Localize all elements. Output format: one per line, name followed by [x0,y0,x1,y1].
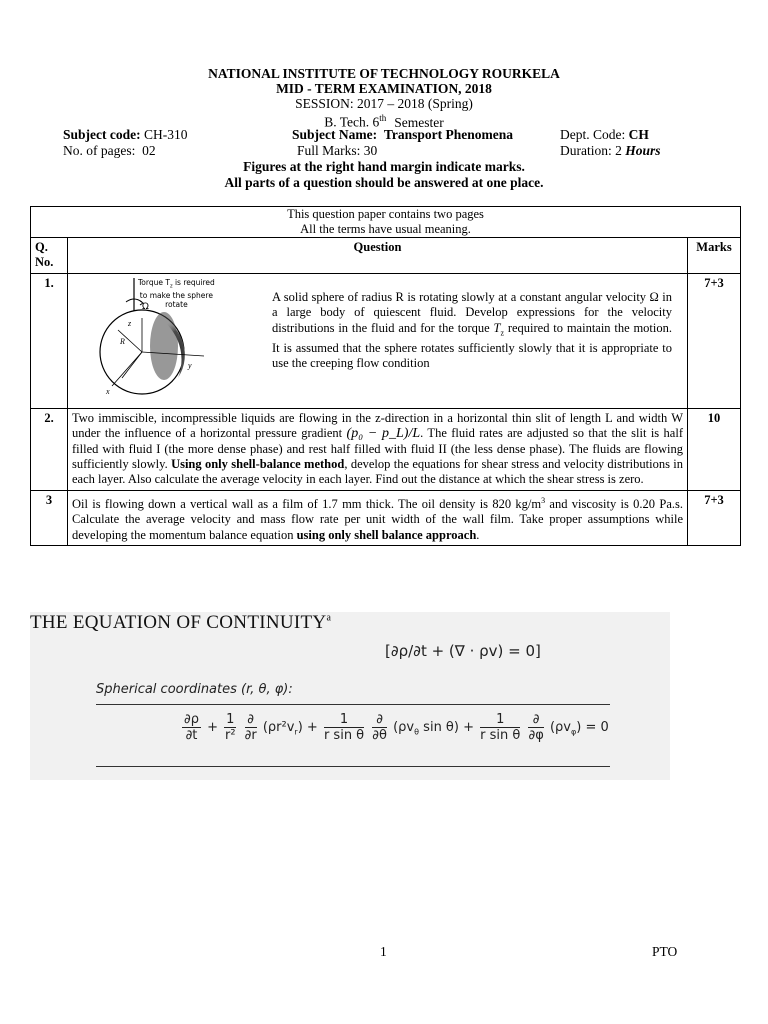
question-number: 3 [31,490,68,545]
th-sub: θ [414,727,420,737]
dept-code-value: CH [628,127,649,142]
th-coef-num: 1 [324,712,364,728]
dt-den: ∂t [185,728,198,743]
figure-omega: Ω [142,301,149,312]
subject-name-label: Subject Name: [292,127,378,142]
th-d-den: ∂θ [372,728,387,743]
table-note-row [31,207,741,238]
th-coef-den: r sin θ [323,728,365,743]
table-note-1: This question paper contains two pages [287,207,484,221]
duration-label: Duration: 2 [560,143,622,158]
figure-caption-1: Torque T [138,277,170,287]
spherical-continuity-equation [180,712,609,743]
table-row [31,408,741,490]
ph-d-den: ∂φ [528,728,544,743]
plus-3: + [463,720,475,735]
pages-value: 02 [142,143,156,158]
instruction-answer: All parts of a question should be answered at one place. [224,175,544,190]
subject-code [63,127,188,143]
question-text [68,490,688,545]
sphere-figure [68,274,218,408]
continuity-title-sup: a [326,612,332,624]
ph-coef-den: r sin θ [480,728,521,743]
q3-bold: using only shell balance approach [296,527,477,542]
q1-text-a: A solid sphere of radius R is rotating slowly at a constant angular velocity [272,289,650,304]
subject-code-value: CH-310 [144,127,188,142]
session-line: SESSION: 2017 – 2018 (Spring) [295,96,473,111]
table-row [31,273,741,408]
q2-text-a: Two immiscible, incompressible liquids are flowing in the z-direction in a horizontal thin slit of length L and width W under the influence of a horizontal pressure gradient [72,410,683,441]
question-text [272,290,672,372]
continuity-title [30,612,331,634]
figure-caption-sub: z [169,283,173,290]
q1-text-b: in a large body of quiescent fluid. Develop expressions for the velocity distributions in the fluid and for the torque [272,289,672,335]
col-question-header: Question [68,238,688,274]
subject-name-value: Transport Phenomena [383,127,513,142]
question-number: 2. [31,408,68,490]
dept-code [560,127,649,143]
q2-text-c: , develop the equations for shear stress and velocity distributions in each layer. Also calculate the average velocity in each layer. Find out the distance at which the shear stress is zero. [72,457,684,487]
table-note [31,207,741,238]
continuity-title-text: THE EQUATION OF CONTINUITY [30,612,327,633]
q3-text-c: . [476,527,480,542]
th-close: sin θ) [419,720,459,735]
r-term: (ρr²v [262,720,295,735]
question-number: 1. [31,273,68,408]
question-marks: 7+3 [688,490,741,545]
spherical-coords-label: Spherical coordinates (r, θ, φ): [96,682,293,697]
subject-code-label: Subject code: [63,127,141,142]
duration [560,143,661,159]
q1-torque-sub: z [500,328,504,338]
ph-close: ) = 0 [576,720,609,735]
semester-prefix: B. Tech. 6 [324,114,380,130]
duration-unit: Hours [625,143,661,158]
dt-num: ∂ρ [184,712,199,727]
continuity-equation-panel [30,612,670,780]
ph-term: (ρv [549,720,571,735]
page-number: 1 [380,944,387,959]
figure-y-label: y [188,360,192,370]
figure-caption [138,278,215,310]
r-sub: r [294,727,298,737]
exam-title: MID - TERM EXAMINATION, 2018 [276,81,492,96]
r-d-num: ∂ [245,712,257,728]
table-note-2: All the terms have usual meaning. [300,222,471,236]
q2-text-b: . The fluid rates are adjusted so that the slit is half filled with fluid I (the more dense phase) and rest half filled with fluid II (the less dense phase). The fluids are flowing sufficiently slowly. [72,426,683,472]
q3-text-a: Oil is flowing down a vertical wall as a film of 1.7 mm thick. The oil density is 820 kg/m [72,497,542,511]
instruction-marks: Figures at the right hand margin indicate marks. [243,159,525,174]
th-term: (ρv [393,720,415,735]
q3-text-b: and viscosity is 0.20 Pa.s. Calculate the average velocity and mass flow rate per unit width of the wall film. Take proper assumptions while developing the momentum balance equation [72,497,683,542]
col-qno-header: Q. No. [31,238,68,274]
q1-torque: T [493,320,501,335]
question-text [68,408,688,490]
pto-label: PTO [652,944,678,959]
ph-sub: φ [570,727,577,737]
r-close: ) [297,720,303,735]
figure-caption-3: to make the sphere [139,291,213,301]
figure-z-label: z [128,318,132,328]
institute-name: NATIONAL INSTITUTE OF TECHNOLOGY ROURKELA [208,66,560,81]
question-marks: 7+3 [688,273,741,408]
semester-sup: th [379,113,387,123]
table-row [31,490,741,545]
figure-r-label: R [120,336,125,346]
col-marks-header: Marks [688,238,741,274]
dept-code-label: Dept. Code: [560,127,626,142]
plus-2: + [306,720,318,735]
semester-suffix: Semester [394,114,444,130]
q2-pressure-gradient: (p₀ − p_L)/L [346,426,421,442]
q1-text-c: required to maintain the motion. It is assumed that the sphere rotates sufficiently slowly that it is appropriate to use the creeping flow condition [272,320,673,370]
q2-bold: Using only shell-balance method [171,457,345,472]
r-coef-den: r² [225,728,236,743]
figure-caption-4: rotate [165,300,188,310]
question-table [30,206,741,546]
ph-d-num: ∂ [528,712,543,728]
equation-top-rule [96,704,610,705]
question-1-cell [68,273,688,408]
th-d-num: ∂ [372,712,387,728]
question-marks: 10 [688,408,741,490]
subject-name [292,127,513,143]
r-d-den: ∂r [244,728,257,743]
equation-bottom-rule [96,766,610,767]
table-header-row [31,238,741,274]
ph-coef-num: 1 [480,712,520,728]
figure-caption-2: is required [172,277,215,287]
q3-sup: 3 [541,495,546,505]
pages-label: No. of pages: [63,143,136,158]
general-continuity-equation: [∂ρ/∂t + (∇ · ρv) = 0] [385,642,541,660]
plus-1: + [207,720,219,735]
figure-x-label: x [106,386,110,396]
r-coef-num: 1 [226,712,235,727]
pages-count [63,143,156,159]
q1-omega: Ω [649,289,659,304]
full-marks: Full Marks: 30 [297,143,378,158]
